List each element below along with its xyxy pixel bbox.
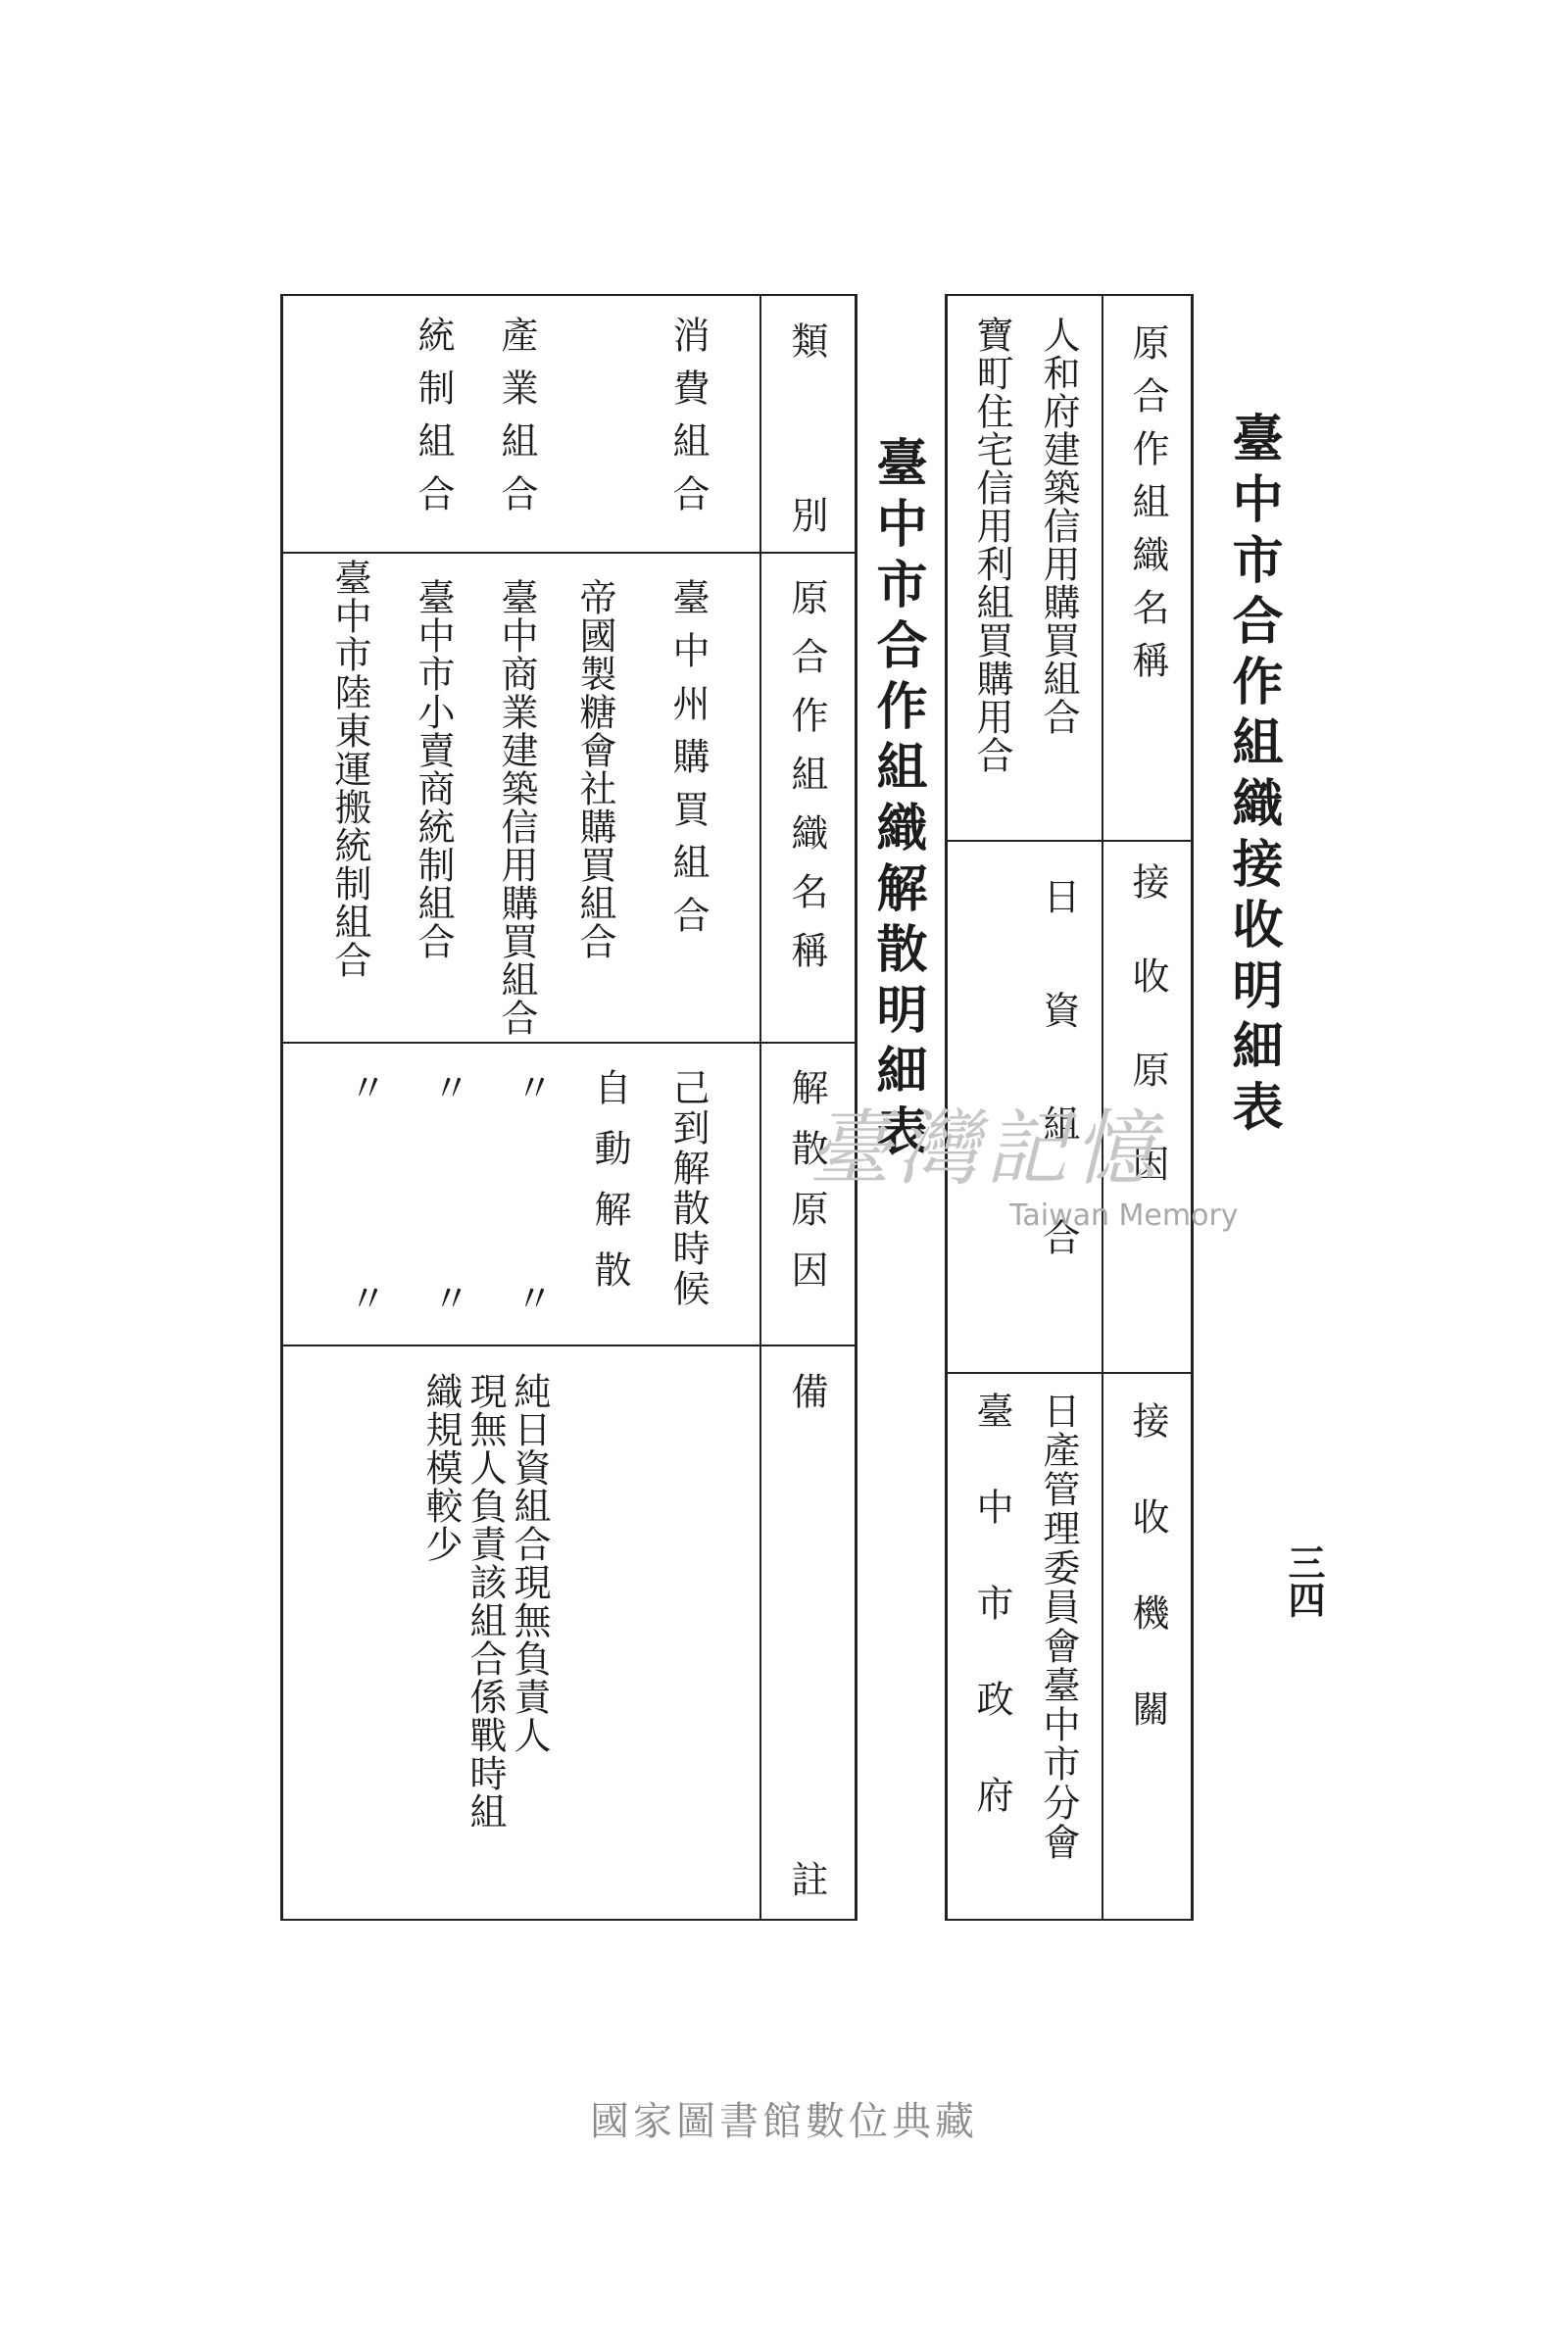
table2-reason-ditto-3: 〃 [510,1279,553,1319]
watermark-en-text: Taiwan Memory [1009,1198,1239,1233]
table1-header-reason: 接收原因 [1126,862,1169,1239]
table2-header-remarks: 備註 [785,1372,828,2348]
table1-row1-name: 人和府建築信用購買組合 [1037,316,1080,736]
table1-title: 臺中市合作組織接收明細表 [1223,412,1283,1141]
table1-row1-agency: 日產管理委員會臺中市分會 [1037,1392,1080,1862]
table2-reason-4: 〃 [426,1068,469,1108]
table2-reason-ditto-5: 〃 [343,1279,386,1319]
watermark [808,1083,1298,1233]
table2-category-control: 統制組合 [412,316,455,527]
table2-header-name: 原合作組織名稱 [785,578,828,990]
watermark-cjk-text: 臺灣記憶 [808,1101,1162,1197]
table1-top-rule [945,294,1194,296]
table2-remark-2: 現無人負責該組合係戰時組 [464,1372,507,1831]
table2-header-divider [760,294,761,1921]
table2-header-category: 類別 [785,321,828,670]
table1-row1-reason: 日資組合 [1037,877,1080,1332]
table2-remark-1: 純日資組合現無負責人 [508,1372,551,1754]
table1-header-agency: 接收機關 [1126,1401,1169,1785]
table2-reason-2: 自動解散 [588,1068,631,1311]
table1-header-name: 原合作組織名稱 [1126,323,1169,694]
table2-category-industry: 產業組合 [495,316,538,527]
table2-reason-3: 〃 [510,1068,553,1108]
table2-name-3: 臺中商業建築信用購買組合 [495,578,538,1037]
table1-row2-name: 寶町住宅信用利組買購用合 [970,316,1013,774]
table2-category-consumer: 消費組合 [666,316,710,527]
page-number: 三四 [1282,1543,1326,1618]
table2-header-reason: 解散原因 [785,1068,828,1311]
table2-name-2: 帝國製糖會社購買組合 [573,578,616,960]
table1-bottom-rule [945,1919,1194,1921]
table2-border-left [280,294,283,1921]
table2-title: 臺中市合作組織解散明細表 [867,436,927,1165]
table1-col-divider-2 [945,1372,1194,1374]
table2-col-divider-1 [280,552,858,554]
table2-reason-5: 〃 [343,1068,386,1108]
table2-remark-3: 織規模較少 [419,1372,463,1563]
table2-col-divider-2 [280,1042,858,1044]
table1-row2-agency: 臺中市政府 [970,1392,1013,1872]
table2-bottom-rule [280,1919,858,1921]
table2-name-1: 臺中州購買組合 [666,578,710,949]
table2-name-5: 臺中市陸東運搬統制組合 [328,559,371,979]
table1-col-divider-1 [945,840,1194,842]
footer-library-name: 國家圖書館數位典藏 [590,2099,978,2144]
table2-top-rule [280,294,858,296]
table2-name-4: 臺中市小賣商統制組合 [412,578,455,960]
table2-reason-1: 己到解散時候 [666,1068,710,1309]
table2-reason-ditto-4: 〃 [426,1279,469,1319]
table2-col-divider-3 [280,1345,858,1346]
